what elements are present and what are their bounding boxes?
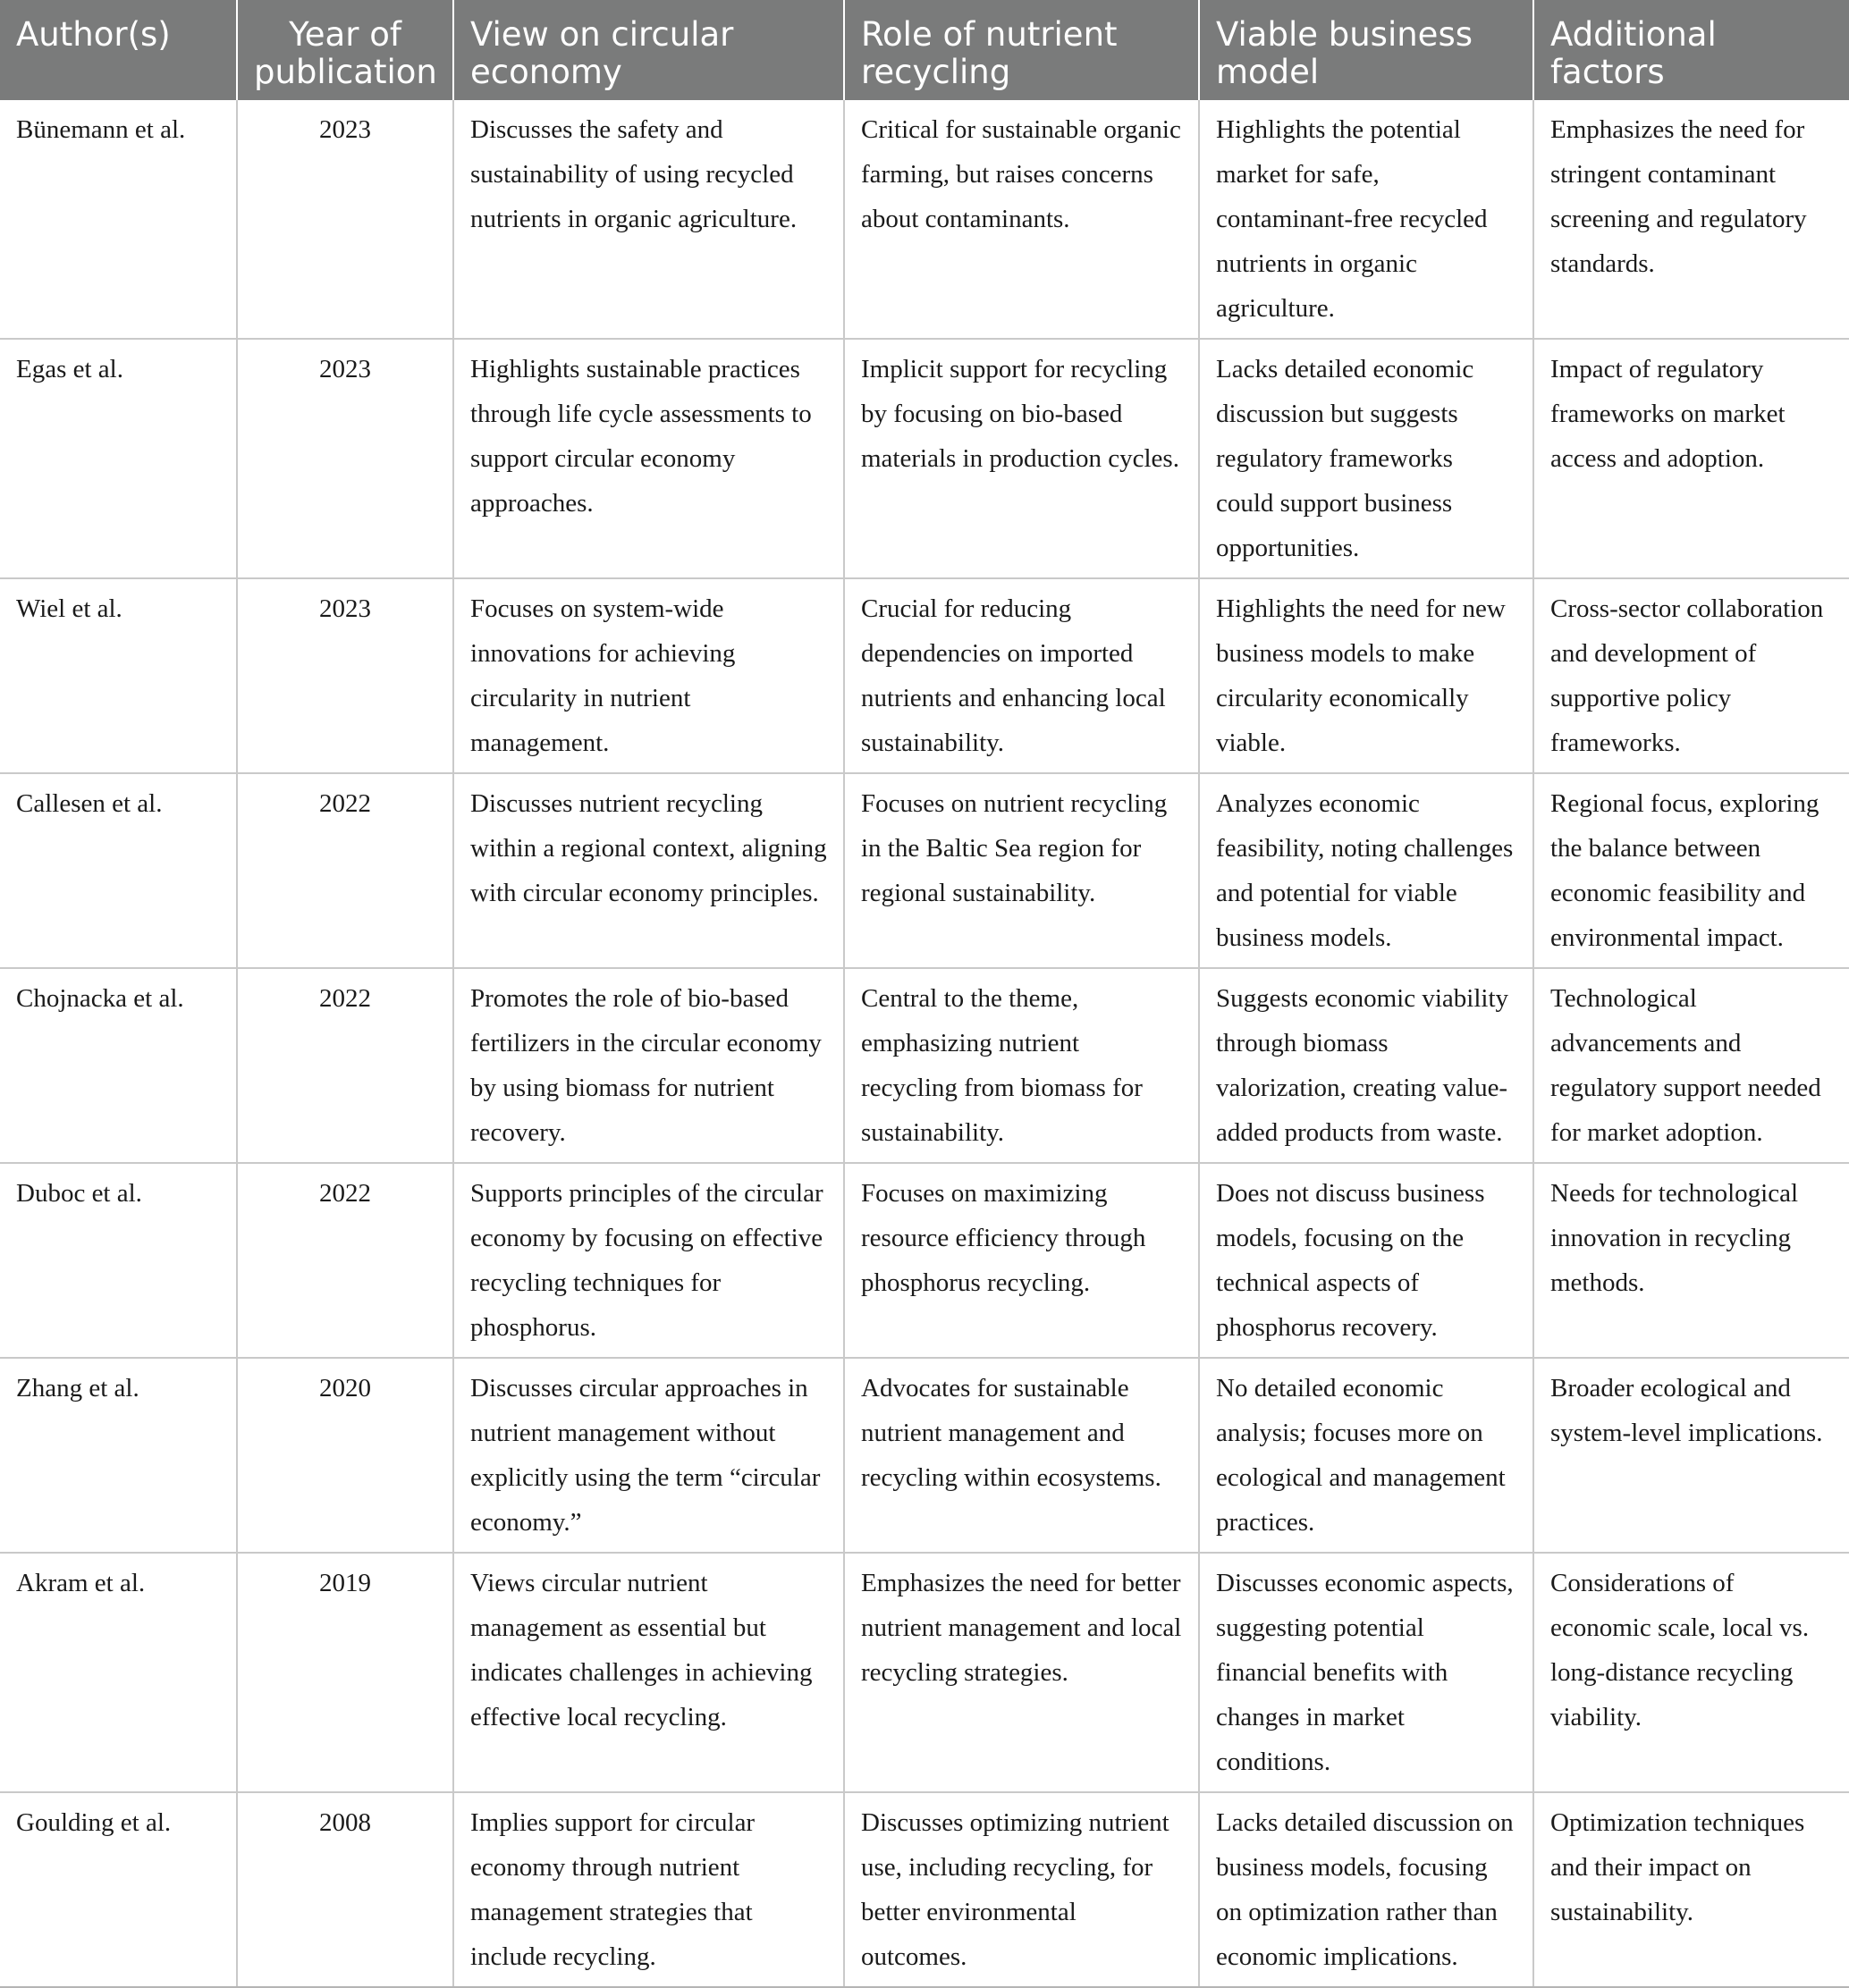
cell-view: Discusses circular approaches in nutrient management without explicitly using the term “circular economy.” [453,1358,844,1553]
cell-model: Lacks detailed economic discussion but suggests regulatory frameworks could support business opportunities. [1199,339,1533,578]
cell-model: Lacks detailed discussion on business models, focusing on optimization rather than economic implications. [1199,1792,1533,1987]
table-row [0,339,1849,578]
table-header [0,0,1849,100]
cell-factors: Considerations of economic scale, local vs. long-distance recycling viability. [1533,1553,1849,1792]
cell-model: Analyzes economic feasibility, noting challenges and potential for viable business models. [1199,773,1533,968]
cell-role: Crucial for reducing dependencies on imported nutrients and enhancing local sustainability. [844,578,1199,773]
cell-role: Emphasizes the need for better nutrient management and local recycling strategies. [844,1553,1199,1792]
cell-role: Critical for sustainable organic farming, but raises concerns about contaminants. [844,100,1199,339]
cell-factors: Regional focus, exploring the balance between economic feasibility and environmental impact. [1533,773,1849,968]
cell-factors: Optimization techniques and their impact on sustainability. [1533,1792,1849,1987]
table-row [0,100,1849,339]
table-row [0,968,1849,1163]
header-row [0,0,1849,100]
header-role: Role of nutrient recycling [844,0,1199,100]
cell-author: Duboc et al. [0,1163,237,1358]
header-author: Author(s) [0,0,237,100]
cell-model: Discusses economic aspects, suggesting potential financial benefits with changes in market conditions. [1199,1553,1533,1792]
cell-role: Focuses on maximizing resource efficiency through phosphorus recycling. [844,1163,1199,1358]
cell-model: Highlights the potential market for safe, contaminant-free recycled nutrients in organic agriculture. [1199,100,1533,339]
cell-factors: Cross-sector collaboration and development of supportive policy frameworks. [1533,578,1849,773]
cell-year: 2019 [237,1553,453,1792]
cell-factors: Impact of regulatory frameworks on market access and adoption. [1533,339,1849,578]
cell-view: Views circular nutrient management as essential but indicates challenges in achieving effective local recycling. [453,1553,844,1792]
cell-year: 2023 [237,339,453,578]
cell-author: Egas et al. [0,339,237,578]
cell-role: Focuses on nutrient recycling in the Baltic Sea region for regional sustainability. [844,773,1199,968]
cell-view: Discusses nutrient recycling within a regional context, aligning with circular economy principles. [453,773,844,968]
cell-factors: Needs for technological innovation in recycling methods. [1533,1163,1849,1358]
cell-role: Central to the theme, emphasizing nutrient recycling from biomass for sustainability. [844,968,1199,1163]
cell-view: Highlights sustainable practices through life cycle assessments to support circular economy approaches. [453,339,844,578]
header-factors: Additional factors [1533,0,1849,100]
cell-factors: Broader ecological and system-level implications. [1533,1358,1849,1553]
cell-year: 2020 [237,1358,453,1553]
cell-year: 2008 [237,1792,453,1987]
cell-year: 2022 [237,968,453,1163]
cell-role: Discusses optimizing nutrient use, including recycling, for better environmental outcomes. [844,1792,1199,1987]
cell-author: Chojnacka et al. [0,968,237,1163]
table-row [0,1163,1849,1358]
table-row [0,1792,1849,1987]
cell-author: Wiel et al. [0,578,237,773]
table-row [0,1358,1849,1553]
cell-author: Zhang et al. [0,1358,237,1553]
cell-factors: Emphasizes the need for stringent contaminant screening and regulatory standards. [1533,100,1849,339]
cell-year: 2023 [237,100,453,339]
cell-view: Discusses the safety and sustainability of using recycled nutrients in organic agriculture. [453,100,844,339]
cell-role: Implicit support for recycling by focusing on bio-based materials in production cycles. [844,339,1199,578]
header-view: View on circular economy [453,0,844,100]
cell-view: Focuses on system-wide innovations for achieving circularity in nutrient management. [453,578,844,773]
cell-model: Suggests economic viability through biomass valorization, creating value-added products from waste. [1199,968,1533,1163]
cell-author: Goulding et al. [0,1792,237,1987]
cell-view: Promotes the role of bio-based fertilizers in the circular economy by using biomass for nutrient recovery. [453,968,844,1163]
cell-author: Bünemann et al. [0,100,237,339]
cell-author: Callesen et al. [0,773,237,968]
cell-author: Akram et al. [0,1553,237,1792]
cell-year: 2022 [237,1163,453,1358]
cell-year: 2023 [237,578,453,773]
header-model: Viable business model [1199,0,1533,100]
cell-year: 2022 [237,773,453,968]
cell-view: Supports principles of the circular economy by focusing on effective recycling techniques for phosphorus. [453,1163,844,1358]
table-row [0,1553,1849,1792]
cell-model: Does not discuss business models, focusing on the technical aspects of phosphorus recovery. [1199,1163,1533,1358]
table-row [0,773,1849,968]
header-year: Year of publication [237,0,453,100]
cell-model: Highlights the need for new business models to make circularity economically viable. [1199,578,1533,773]
cell-view: Implies support for circular economy through nutrient management strategies that include recycling. [453,1792,844,1987]
table-row [0,578,1849,773]
cell-factors: Technological advancements and regulatory support needed for market adoption. [1533,968,1849,1163]
cell-model: No detailed economic analysis; focuses more on ecological and management practices. [1199,1358,1533,1553]
cell-role: Advocates for sustainable nutrient management and recycling within ecosystems. [844,1358,1199,1553]
table-body [0,100,1849,1987]
